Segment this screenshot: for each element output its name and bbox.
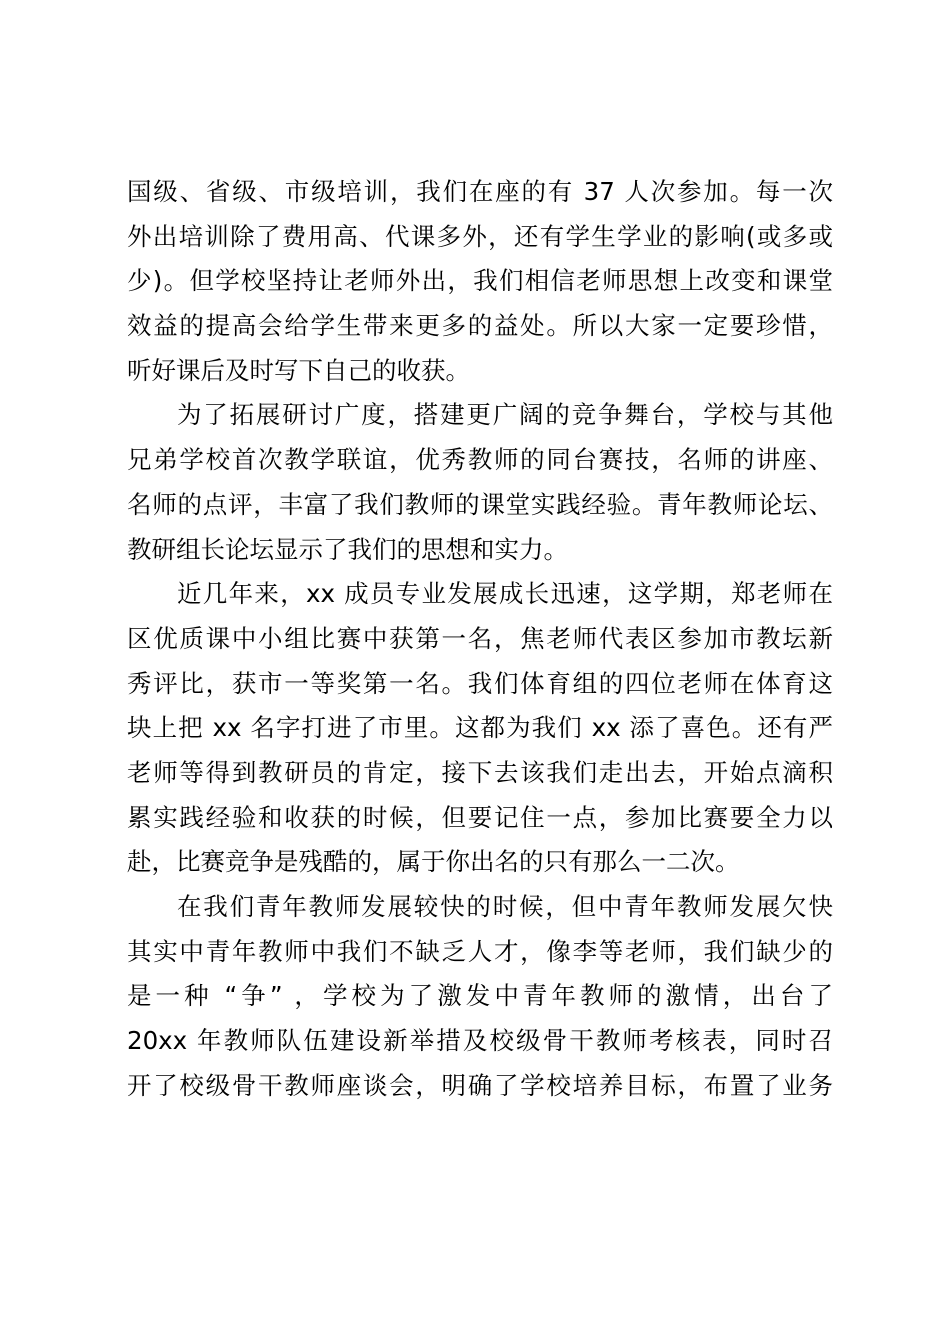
paragraph-2 xyxy=(127,393,833,572)
text-line: 是一种 “争” ，学校为了激发中青年教师的激情，出台了 xyxy=(127,981,833,1011)
text-line: 区优质课中小组比赛中获第一名，焦老师代表区参加市教坛新 xyxy=(127,623,833,653)
text-line: 20xx 年教师队伍建设新举措及校级骨干教师考核表，同时召 xyxy=(127,1026,833,1056)
text-line: 为了拓展研讨广度，搭建更广阔的竞争舞台，学校与其他 xyxy=(177,400,833,430)
text-line: 累实践经验和收获的时候，但要记住一点，参加比赛要全力以 xyxy=(127,802,833,832)
paragraph-3 xyxy=(127,572,833,885)
text-line: 近几年来，xx 成员专业发展成长迅速，这学期，郑老师在 xyxy=(177,579,833,609)
text-line: 教研组长论坛显示了我们的思想和实力。 xyxy=(127,534,568,564)
text-line: 听好课后及时写下自己的收获。 xyxy=(127,355,470,385)
text-line: 老师等得到教研员的肯定，接下去该我们走出去，开始点滴积 xyxy=(127,757,833,787)
text-line: 少)。但学校坚持让老师外出，我们相信老师思想上改变和课堂 xyxy=(127,266,833,296)
text-line: 在我们青年教师发展较快的时候，但中青年教师发展欠快 xyxy=(177,892,833,921)
text-line: 名师的点评，丰富了我们教师的课堂实践经验。青年教师论坛、 xyxy=(127,489,833,519)
text-line: 外出培训除了费用高、代课多外，还有学生学业的影响(或多或 xyxy=(127,221,833,251)
document-body xyxy=(127,170,833,1108)
text-line: 效益的提高会给学生带来更多的益处。所以大家一定要珍惜， xyxy=(127,311,833,341)
text-line: 其实中青年教师中我们不缺乏人才，像李等老师，我们缺少的 xyxy=(127,936,833,966)
text-line: 开了校级骨干教师座谈会，明确了学校培养目标，布置了业务 xyxy=(127,1070,833,1100)
text-line: 赴，比赛竞争是残酷的，属于你出名的只有那么一二次。 xyxy=(127,847,740,877)
text-line: 块上把 xx 名字打进了市里。这都为我们 xx 添了喜色。还有严 xyxy=(127,713,833,743)
text-line: 兄弟学校首次教学联谊，优秀教师的同台赛技，名师的讲座、 xyxy=(127,445,833,475)
text-line: 秀评比，获市一等奖第一名。我们体育组的四位老师在体育这 xyxy=(127,668,833,698)
paragraph-1 xyxy=(127,170,833,393)
text-line: 国级、省级、市级培训，我们在座的有 37 人次参加。每一次 xyxy=(127,177,833,206)
paragraph-4 xyxy=(127,885,833,1108)
